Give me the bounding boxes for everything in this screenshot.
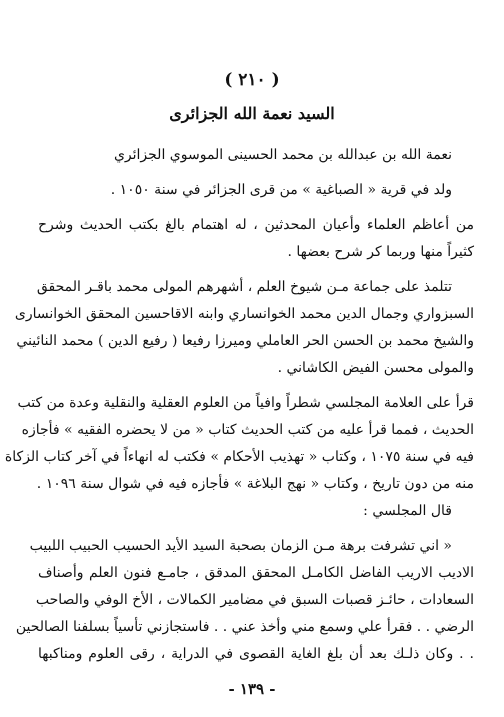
body-line: والشيخ محمد بن الحسن الحر العاملي وميرزا رفيعا ( رفيع الدين ) محمد النائيني	[16, 333, 474, 349]
body-line: الاديب الاريب الفاضل الكامـل المحقق المدقق ، جامـع فنون العلم وأصناف	[38, 565, 474, 581]
body-line: ولد في قرية « الصباغية » من قرى الجزائر في سنة ١٠٥٠ .	[110, 182, 452, 198]
body-line: نعمة الله بن عبدالله بن محمد الحسينى الموسوي الجزائري	[113, 147, 452, 163]
body-line: قرأ على العلامة المجلسي شطراً وافياً من العلوم العقلية والنقلية وعدة من كتب	[17, 395, 474, 411]
body-text	[4, 142, 474, 668]
body-line: منه من دون تاريخ ، وكتاب « نهج البلاغة » فأجازه فيه في شوال سنة ١٠٩٦ .	[36, 476, 474, 492]
body-line: الرضي . . فقرأ علي وسمع مني وأخذ عني . . فاستجازني تأسياً بسلفنا الصالحين	[15, 619, 474, 635]
body-line: السبزواري وجمال الدين محمد الخوانساري وابنه الاقاحسين المحقق الخوانسارى	[14, 306, 474, 322]
body-line: . . وكان ذلـك بعد أن بلغ الغاية القصوى في الدراية ، رقى العلوم ومناكبها	[38, 646, 474, 662]
body-line: من أعاظم العلماء وأعيان المحدثين ، له اهتمام بالغ بكتب الحديث وشرح	[38, 217, 474, 233]
entry-title: السيد نعمة الله الجزائرى	[169, 104, 335, 123]
body-line: كثيراً منها وربما كر شرح بعضها .	[287, 244, 474, 260]
body-line: فيه في سنة ١٠٧٥ ، وكتاب « تهذيب الأحكام » فكتب له انهاءاً في آخر كتاب الزكاة	[4, 449, 474, 465]
entry-number: ( ٢١٠ )	[224, 70, 280, 90]
body-line: الحديث ، فمما قرأ عليه من كتب الحديث كتاب « من لا يحضره الفقيه » فأجازه	[21, 422, 474, 438]
page-number: - ١٣٩ -	[228, 680, 276, 698]
body-line: تتلمذ على جماعة مـن شيوخ العلم ، أشهرهم المولى محمد باقـر المحقق	[36, 279, 452, 295]
body-line: قال المجلسي :	[363, 503, 452, 519]
body-line: « اني تشرفت برهة مـن الزمان بصحبة السيد الأيد الحسيب الحبيب اللبيب	[29, 538, 452, 554]
body-line: والمولى محسن الفيض الكاشاني .	[277, 360, 474, 376]
body-line: السعادات ، حائـز قصبات السبق في مضامير الكمالات ، الأخ الوفي والصاحب	[35, 592, 474, 608]
